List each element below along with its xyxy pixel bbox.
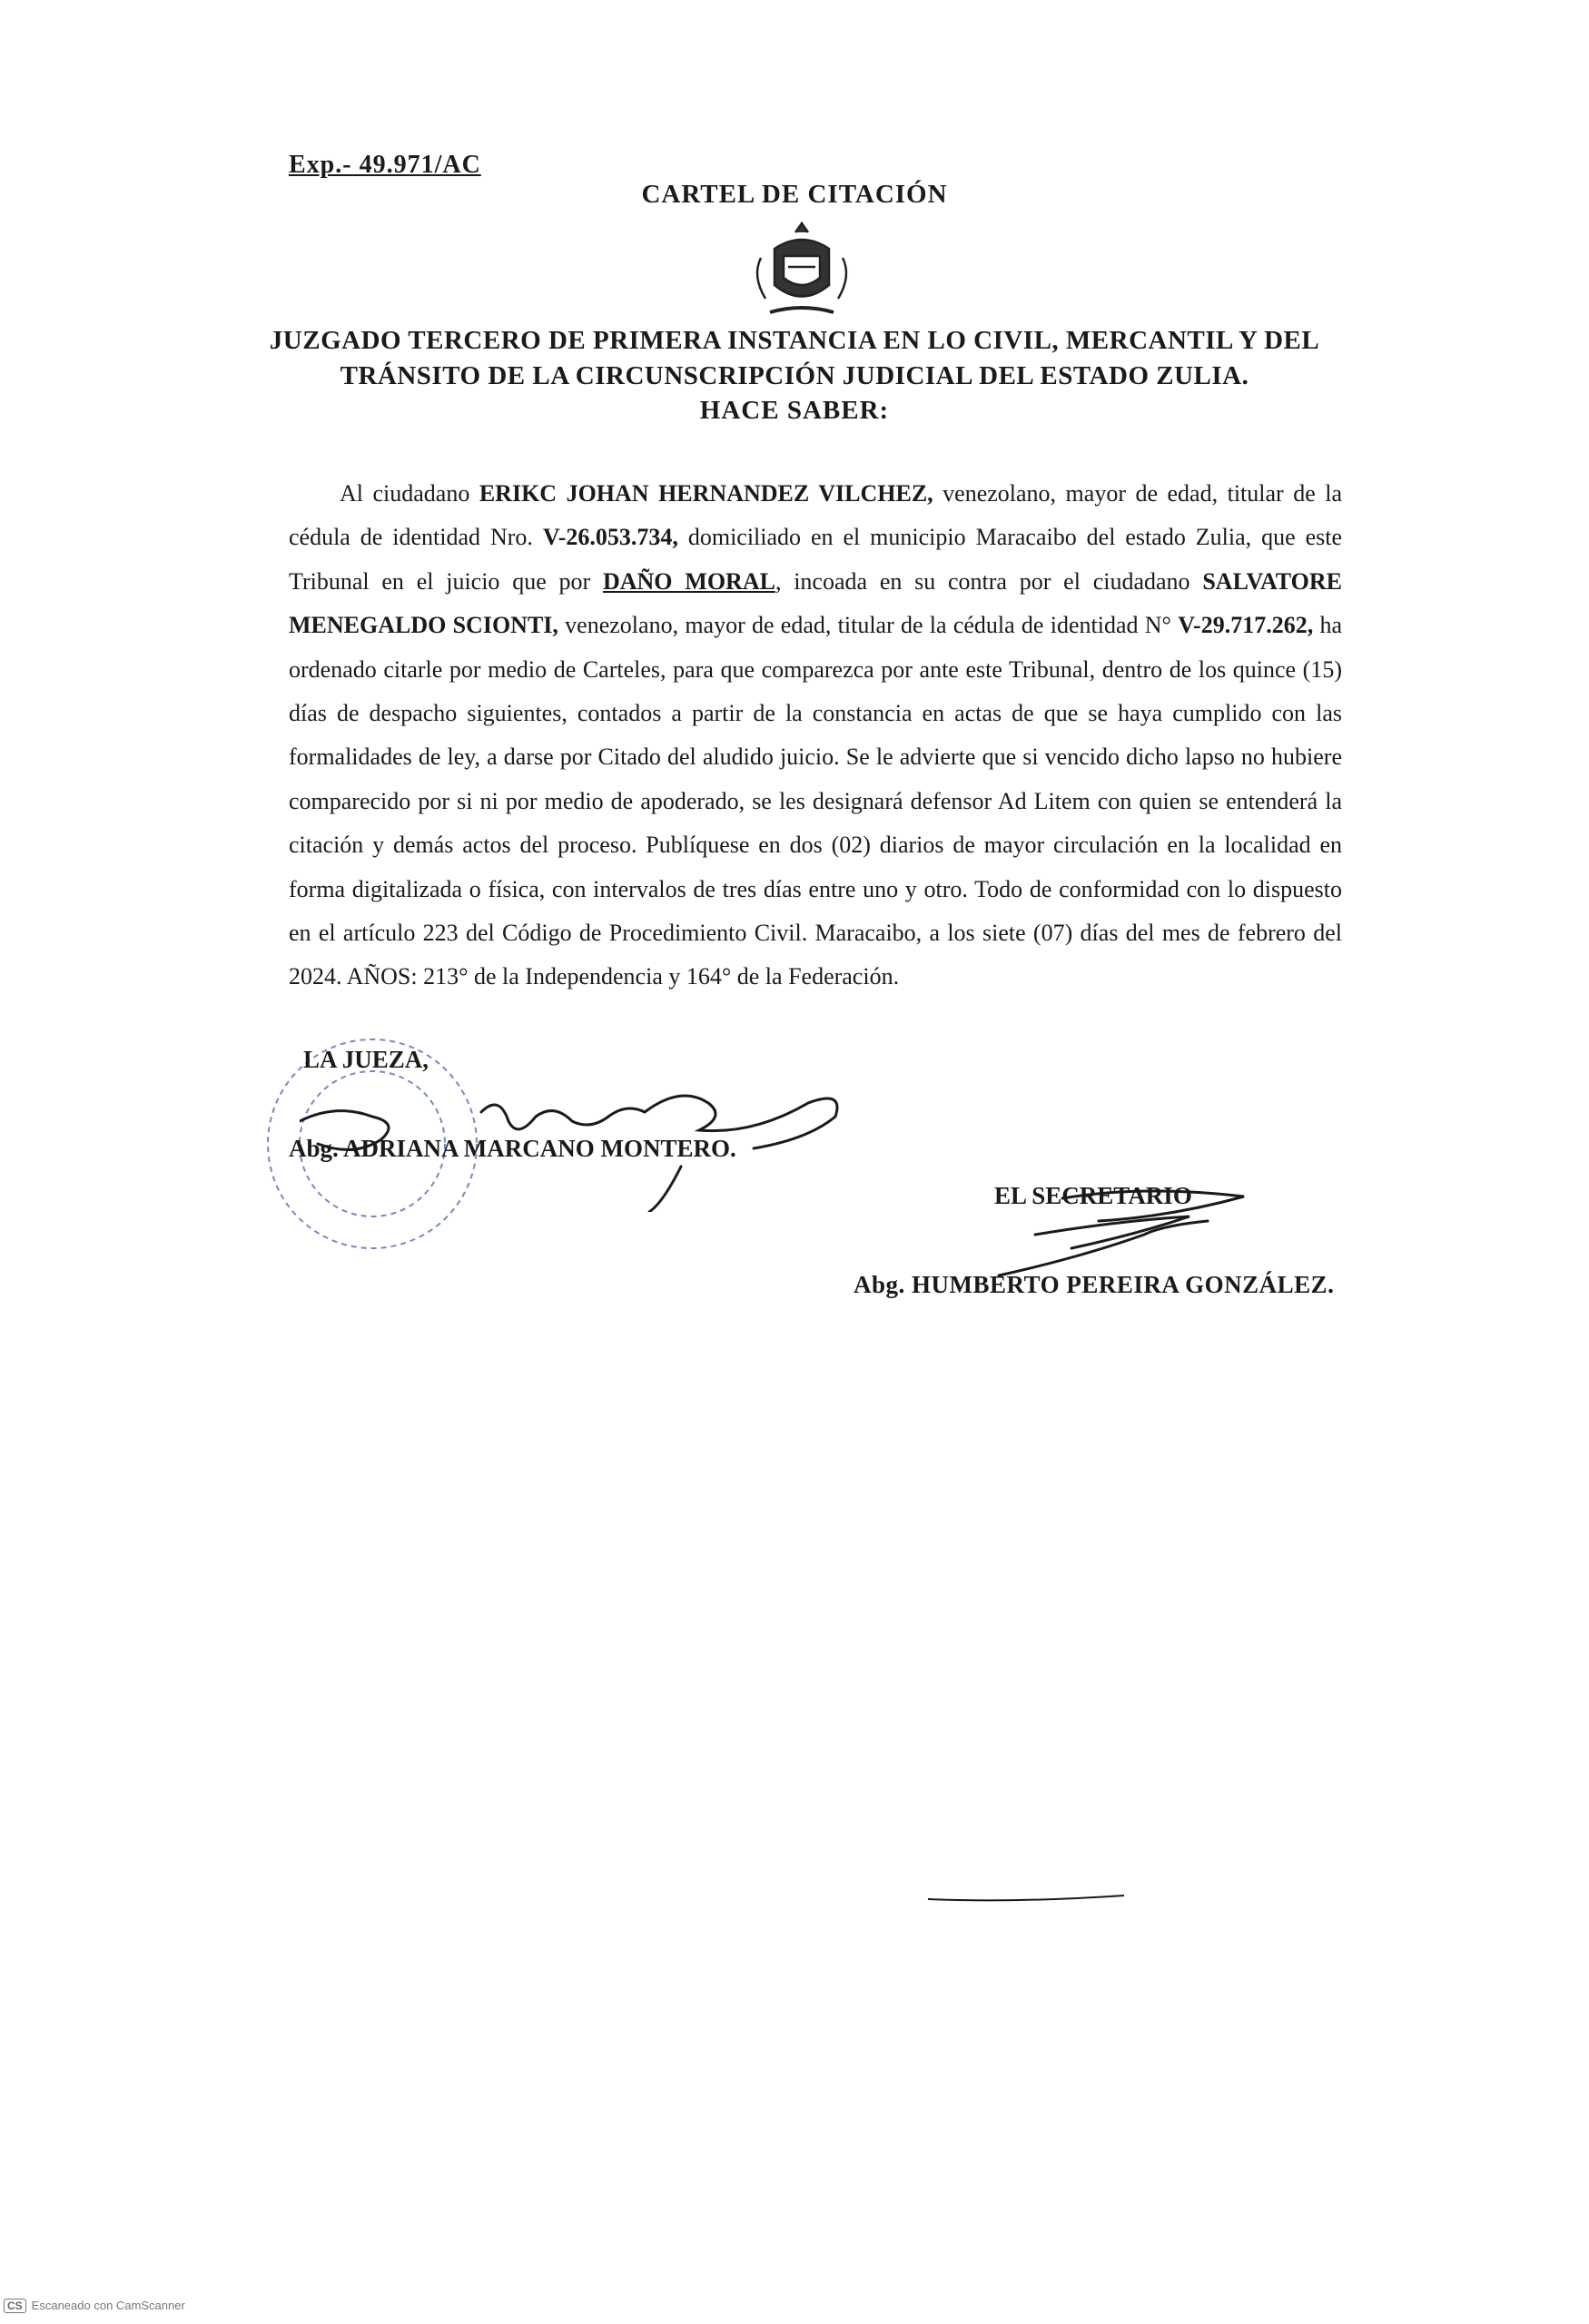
secretary-title: EL SECRETARIO xyxy=(994,1182,1192,1209)
hace-saber: HACE SABER: xyxy=(699,396,890,425)
document-title: CARTEL DE CITACIÓN xyxy=(641,180,948,209)
body-text-5: venezolano, mayor de edad, titular de la cédula de identidad N° xyxy=(558,612,1179,639)
secretary-name: Abg. HUMBERTO PEREIRA GONZÁLEZ. xyxy=(854,1271,1335,1298)
defendant-id: V-26.053.734, xyxy=(542,524,678,551)
citation-body xyxy=(289,472,1342,1000)
scanner-footer xyxy=(4,2299,185,2313)
plaintiff-name: SALVATORE MENEGALDO SCIONTI, xyxy=(289,567,1343,639)
camscanner-logo: CS xyxy=(4,2299,26,2313)
plaintiff-id: V-29.717.262, xyxy=(1178,612,1314,639)
defendant-name: ERIKC JOHAN HERNANDEZ VILCHEZ, xyxy=(479,480,933,507)
coat-of-arms-icon xyxy=(734,222,870,327)
body-text-2: venezolano, mayor de edad, titular de la cédula de identidad Nro. xyxy=(289,480,1342,551)
scan-mark-icon xyxy=(926,1890,1126,1908)
body-text-4: , incoada en su contra por el ciudadano xyxy=(775,567,1203,595)
court-line-1: JUZGADO TERCERO DE PRIMERA INSTANCIA EN LO CIVIL, MERCANTIL Y DEL xyxy=(269,326,1320,355)
body-text-6: ha ordenado citarle por medio de Carteles, para que comparezca por ante este Tribunal, dentro de los quince (15) días de despacho siguientes, contados a partir de la constancia en actas de que se haya cumplido con las formalidades de ley, a darse por Citado del aludido juicio. Se le advierte que si vencido dicho lapso no hubiere comparecido por si ni por medio de apoderado, se les designará defensor Ad Litem con quien se entenderá la citación y demás actos del proceso. Publíquese en dos (02) diarios de mayor circulación en la localidad en forma digitalizada o física, con intervalos de tres días entre uno y otro. Todo de conformidad con lo dispuesto en el artículo 223 del Código de Procedimiento Civil. Maracaibo, a los siete (07) días del mes de febrero del 2024. AÑOS: 213° de la Independencia y 164° de la Federación. xyxy=(289,612,1343,990)
court-heading xyxy=(218,323,1371,394)
court-line-2: TRÁNSITO DE LA CIRCUNSCRIPCIÓN JUDICIAL DEL ESTADO ZULIA. xyxy=(340,361,1249,390)
scanner-text: Escaneado con CamScanner xyxy=(31,2299,185,2312)
judge-title: LA JUEZA, xyxy=(303,1046,429,1073)
judge-name: Abg. ADRIANA MARCANO MONTERO. xyxy=(289,1135,736,1162)
expediente-number: Exp.- 49.971/AC xyxy=(289,151,481,179)
body-text-3: domiciliado en el municipio Maracaibo del estado Zulia, que este Tribunal en el juicio que por xyxy=(289,524,1342,595)
case-type: DAÑO MORAL xyxy=(602,567,775,595)
body-text-1: Al ciudadano xyxy=(340,480,479,507)
